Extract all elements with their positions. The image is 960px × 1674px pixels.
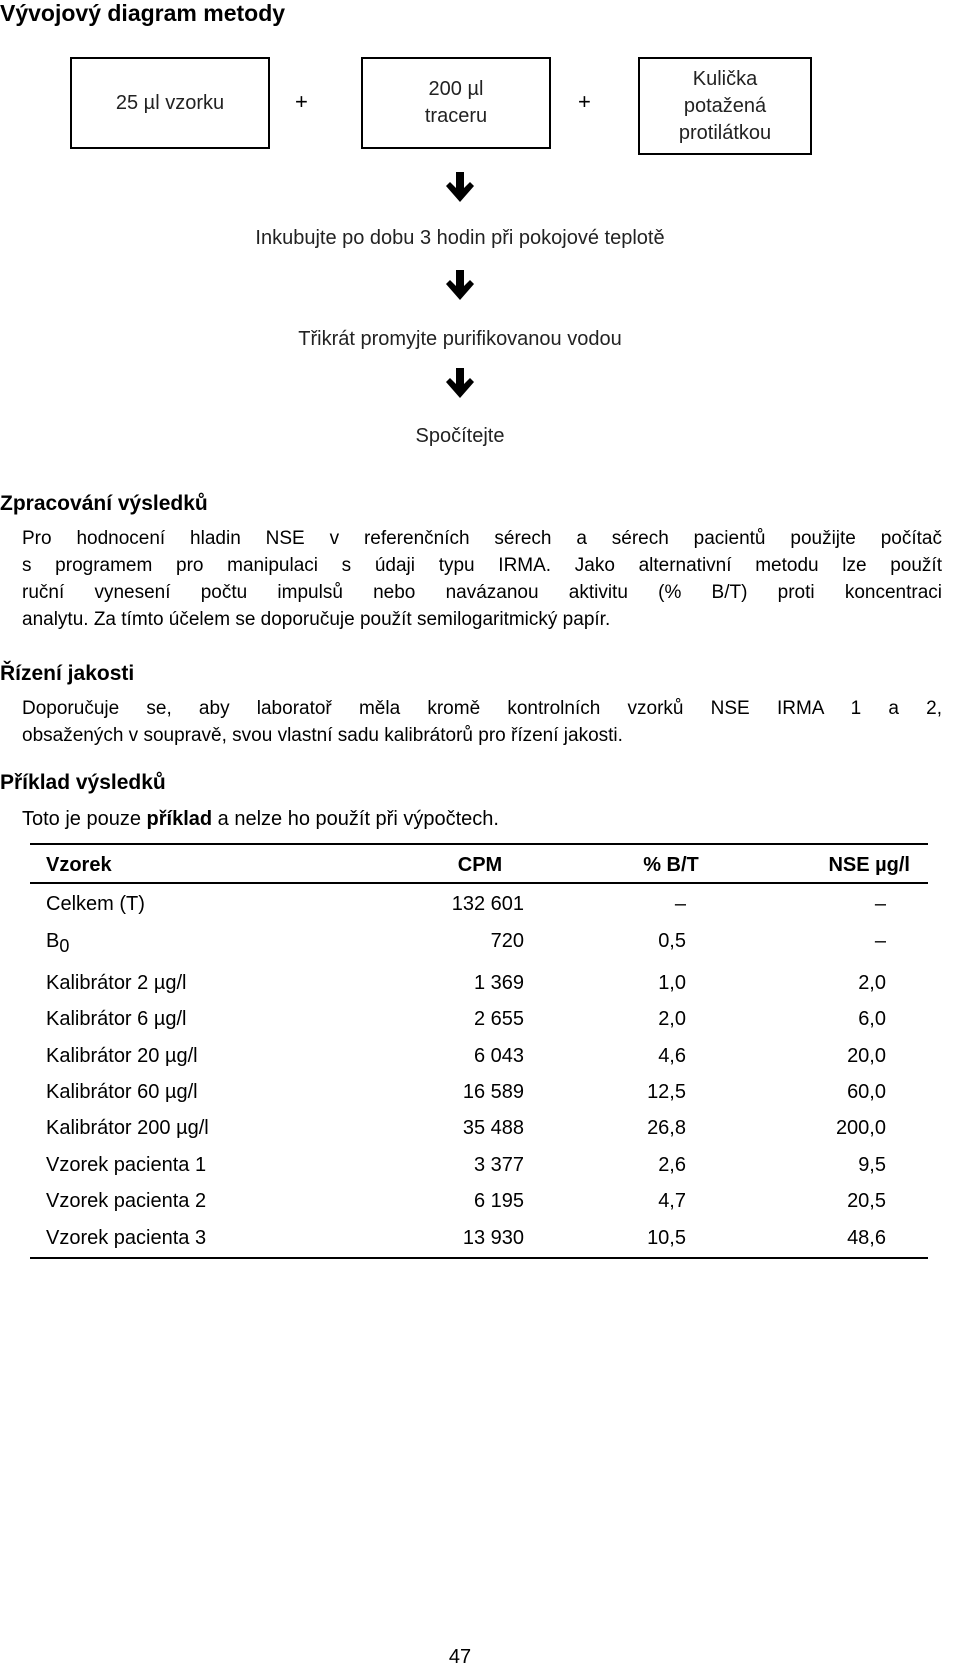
cell-nse — [760, 1154, 886, 1177]
table-bottom-rule — [30, 1257, 928, 1259]
cell-nse-text: 60,0 — [847, 1081, 886, 1103]
flow-box-sample-label: 25 µl vzorku — [115, 91, 225, 114]
cell-cpm-text: 132 601 — [451, 893, 524, 915]
example-note — [22, 808, 499, 831]
cell-sample — [46, 1227, 206, 1250]
cell-sample — [46, 930, 70, 956]
column-header-nse: NSE µg/l — [828, 854, 910, 876]
cell-bt — [560, 1008, 686, 1031]
cell-sample — [46, 972, 186, 995]
cell-cpm — [380, 1008, 524, 1031]
paragraph-line: s programem pro manipulaci s údaji typu IRMA. Jako alternativní metodu lze použít — [22, 555, 942, 576]
cell-cpm — [380, 1154, 524, 1177]
cell-nse — [760, 930, 886, 953]
cell-bt-text: 2,0 — [658, 1008, 686, 1030]
cell-nse — [760, 1190, 886, 1213]
cell-sample — [46, 1008, 186, 1031]
cell-bt — [560, 1045, 686, 1068]
cell-cpm — [380, 1117, 524, 1140]
cell-sample-text: Vzorek pacienta 2 — [46, 1190, 207, 1212]
quality-control-paragraph — [22, 695, 942, 749]
cell-nse — [760, 1227, 886, 1250]
cell-nse — [760, 1045, 886, 1068]
flow-box-bead-line3: protilátkou — [678, 121, 772, 144]
arrow-down-icon — [446, 172, 474, 204]
cell-sample-text: Celkem (T) — [46, 893, 145, 915]
cell-nse-text: 6,0 — [858, 1008, 886, 1030]
cell-cpm-text: 6 195 — [473, 1190, 524, 1212]
example-note-text: a nelze ho použít při výpočtech. — [212, 808, 499, 830]
cell-nse-text: 9,5 — [858, 1154, 886, 1176]
cell-bt-text: 12,5 — [647, 1081, 686, 1103]
flow-box-tracer — [361, 57, 551, 149]
paragraph-line: Doporučuje se, aby laboratoř měla kromě kontrolních vzorků NSE IRMA 1 a 2, — [22, 698, 942, 719]
flow-plus-1: + — [295, 89, 308, 114]
example-note-text: Toto je pouze — [22, 808, 147, 830]
page-number: 47 — [448, 1646, 472, 1668]
cell-bt — [560, 972, 686, 995]
column-header-cpm: CPM — [457, 854, 503, 876]
cell-cpm — [380, 893, 524, 916]
results-processing-paragraph — [22, 525, 942, 633]
cell-cpm-text: 1 369 — [473, 972, 524, 994]
cell-sample — [46, 1117, 209, 1140]
cell-bt — [560, 893, 686, 916]
cell-sample-text: Kalibrátor 2 µg/l — [46, 972, 187, 994]
cell-cpm — [380, 1190, 524, 1213]
cell-nse — [760, 1081, 886, 1104]
flow-box-bead — [638, 57, 812, 155]
cell-nse-text: 48,6 — [847, 1227, 886, 1249]
cell-sample-text: Kalibrátor 200 µg/l — [46, 1117, 209, 1139]
cell-nse — [760, 893, 886, 916]
cell-cpm — [380, 972, 524, 995]
flow-box-tracer-line2: traceru — [424, 105, 488, 127]
cell-sample — [46, 1081, 198, 1104]
cell-bt — [560, 1081, 686, 1104]
cell-sample — [46, 1154, 206, 1177]
example-note-bold: příklad — [146, 808, 213, 830]
flow-plus-2: + — [578, 89, 591, 114]
cell-sample-text: Vzorek pacienta 1 — [46, 1154, 207, 1176]
section-heading-results-processing: Zpracování výsledků — [0, 492, 208, 515]
cell-cpm-text: 13 930 — [462, 1227, 524, 1249]
arrow-down-icon — [446, 368, 474, 400]
cell-cpm-text: 35 488 — [462, 1117, 524, 1139]
page-title: Vývojový diagram metody — [0, 0, 286, 26]
cell-cpm-text: 720 — [490, 930, 524, 952]
cell-nse — [760, 1008, 886, 1031]
flow-box-bead-line2: potažená — [683, 94, 767, 117]
cell-bt — [560, 1227, 686, 1250]
cell-bt-text: 26,8 — [647, 1117, 686, 1139]
b0-subscript: 0 — [59, 936, 70, 956]
cell-nse-text: 20,0 — [847, 1045, 886, 1067]
cell-sample-text: Kalibrátor 20 µg/l — [46, 1045, 198, 1067]
cell-bt-text: – — [674, 893, 686, 915]
cell-cpm — [380, 1081, 524, 1104]
table-top-rule — [30, 843, 928, 845]
arrow-down-icon — [446, 270, 474, 302]
cell-bt-text: 10,5 — [647, 1227, 686, 1249]
cell-nse — [760, 1117, 886, 1140]
cell-sample-text: Kalibrátor 60 µg/l — [46, 1081, 198, 1103]
cell-nse-text: 2,0 — [858, 972, 886, 994]
cell-cpm — [380, 1227, 524, 1250]
cell-bt-text: 0,5 — [658, 930, 686, 952]
cell-bt — [560, 930, 686, 953]
cell-bt-text: 2,6 — [658, 1154, 686, 1176]
cell-bt — [560, 1154, 686, 1177]
cell-cpm-text: 16 589 — [462, 1081, 524, 1103]
paragraph-line: ruční vynesení počtu impulsů nebo navázanou aktivitu (% B/T) proti koncentraci — [22, 582, 942, 603]
table-header-rule — [30, 882, 928, 884]
cell-sample — [46, 893, 145, 916]
flow-box-bead-line1: Kulička — [692, 67, 758, 90]
cell-bt-text: 1,0 — [658, 972, 686, 994]
cell-bt-text: 4,7 — [658, 1190, 686, 1212]
cell-nse-text: 200,0 — [835, 1117, 886, 1139]
column-header-bt: % B/T — [643, 854, 699, 876]
paragraph-line: Pro hodnocení hladin NSE v referenčních sérech a sérech pacientů použijte počítač — [22, 528, 942, 549]
paragraph-line: analytu. Za tímto účelem se doporučuje použít semilogaritmický papír. — [22, 609, 611, 630]
cell-cpm — [380, 1045, 524, 1068]
flow-step-count: Spočítejte — [415, 425, 505, 447]
cell-cpm-text: 6 043 — [473, 1045, 524, 1067]
cell-nse-text: – — [874, 930, 886, 952]
flow-box-tracer-line1: 200 µl — [428, 78, 484, 100]
cell-nse-text: 20,5 — [847, 1190, 886, 1212]
column-header-sample: Vzorek — [46, 854, 112, 876]
cell-cpm-text: 2 655 — [473, 1008, 524, 1030]
cell-nse — [760, 972, 886, 995]
cell-cpm — [380, 930, 524, 953]
section-heading-quality-control: Řízení jakosti — [0, 662, 135, 685]
cell-nse-text: – — [874, 893, 886, 915]
cell-sample-text: Vzorek pacienta 3 — [46, 1227, 207, 1249]
cell-bt-text: 4,6 — [658, 1045, 686, 1067]
flow-step-wash: Třikrát promyjte purifikovanou vodou — [298, 328, 622, 350]
cell-sample — [46, 1045, 198, 1068]
paragraph-line: obsažených v soupravě, svou vlastní sadu kalibrátorů pro řízení jakosti. — [22, 725, 623, 746]
section-heading-example: Příklad výsledků — [0, 771, 166, 794]
cell-sample — [46, 1190, 206, 1213]
cell-sample-text: B — [46, 930, 60, 952]
cell-bt — [560, 1190, 686, 1213]
flow-box-sample — [70, 57, 270, 149]
flow-step-incubate: Inkubujte po dobu 3 hodin při pokojové teplotě — [255, 227, 665, 249]
cell-sample-text: Kalibrátor 6 µg/l — [46, 1008, 187, 1030]
cell-bt — [560, 1117, 686, 1140]
cell-cpm-text: 3 377 — [473, 1154, 524, 1176]
